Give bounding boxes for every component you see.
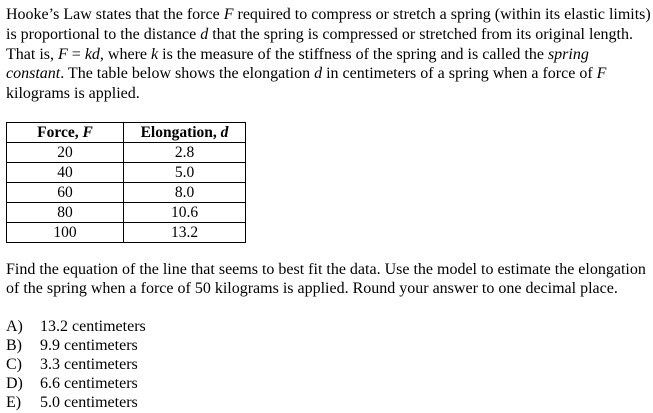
question-paragraph: [6, 260, 651, 298]
elongation-cell: 10.6: [124, 203, 246, 223]
choice-text: 9.9 centimeters: [40, 337, 138, 354]
intro-text-6: . The table below shows the elongation: [60, 65, 315, 83]
var-d: d: [200, 25, 209, 43]
header-force-label: Force,: [37, 124, 83, 141]
choice-text: 5.0 centimeters: [40, 394, 138, 411]
choice-e[interactable]: [6, 393, 146, 412]
var-d-2: d: [314, 65, 323, 83]
intro-text-7: in centimeters of a spring when a force of: [322, 65, 597, 83]
table-row: [7, 223, 246, 243]
choice-letter: E): [6, 394, 22, 411]
header-elongation-label: Elongation,: [140, 124, 221, 141]
intro-text-8: kilograms is applied.: [6, 85, 140, 103]
elongation-cell: 8.0: [124, 183, 246, 203]
force-cell: 60: [7, 183, 124, 203]
choice-a[interactable]: [6, 317, 146, 336]
force-cell: 20: [7, 143, 124, 163]
elongation-cell: 5.0: [124, 163, 246, 183]
force-cell: 80: [7, 203, 124, 223]
equation-equals: =: [67, 45, 85, 63]
table-header-row: [7, 123, 246, 143]
header-elongation-var: d: [220, 124, 229, 141]
choice-text: 6.6 centimeters: [40, 375, 138, 392]
var-F: F: [223, 6, 234, 23]
force-elongation-table: [6, 122, 246, 243]
header-elongation: [124, 123, 246, 143]
choice-d[interactable]: [6, 374, 146, 393]
force-cell: 40: [7, 163, 124, 183]
equation-kd: kd: [84, 45, 100, 63]
var-F-2: F: [596, 65, 607, 83]
choice-letter: C): [6, 356, 22, 373]
choice-c[interactable]: [6, 355, 146, 374]
table-row: [7, 143, 246, 163]
var-k: k: [151, 45, 159, 63]
intro-text-2: required to compress or stretch a spring (within its elastic limits) is proportional to the distance: [6, 6, 651, 43]
equation-F: F: [58, 45, 68, 63]
elongation-cell: 2.8: [124, 143, 246, 163]
answer-choices: [6, 317, 146, 412]
choice-letter: B): [6, 337, 22, 354]
choice-b[interactable]: [6, 336, 146, 355]
intro-paragraph: [6, 5, 651, 104]
table-row: [7, 163, 246, 183]
intro-text-1: Hooke’s Law states that the force: [6, 6, 224, 23]
table-row: [7, 183, 246, 203]
choice-letter: A): [6, 318, 23, 335]
choice-text: 3.3 centimeters: [40, 356, 138, 373]
elongation-cell: 13.2: [124, 223, 246, 243]
force-cell: 100: [7, 223, 124, 243]
question-text: Find the equation of the line that seems to best fit the data. Use the model to estimate the elongation of the spring when a force of 50 kilograms is applied. Round your answer to one decimal place.: [6, 261, 646, 297]
choice-letter: D): [6, 375, 23, 392]
intro-text-5: is the measure of the stiffness of the spring and is called the: [158, 45, 548, 63]
header-force-var: F: [82, 124, 93, 141]
header-force: [7, 123, 124, 143]
choice-text: 13.2 centimeters: [40, 318, 146, 335]
intro-text-4: , where: [99, 45, 152, 63]
table-row: [7, 203, 246, 223]
intro-text-3: that the spring is compressed or stretched from its original length. That is,: [6, 25, 633, 63]
spring-constant-term: spring constant: [6, 45, 589, 83]
